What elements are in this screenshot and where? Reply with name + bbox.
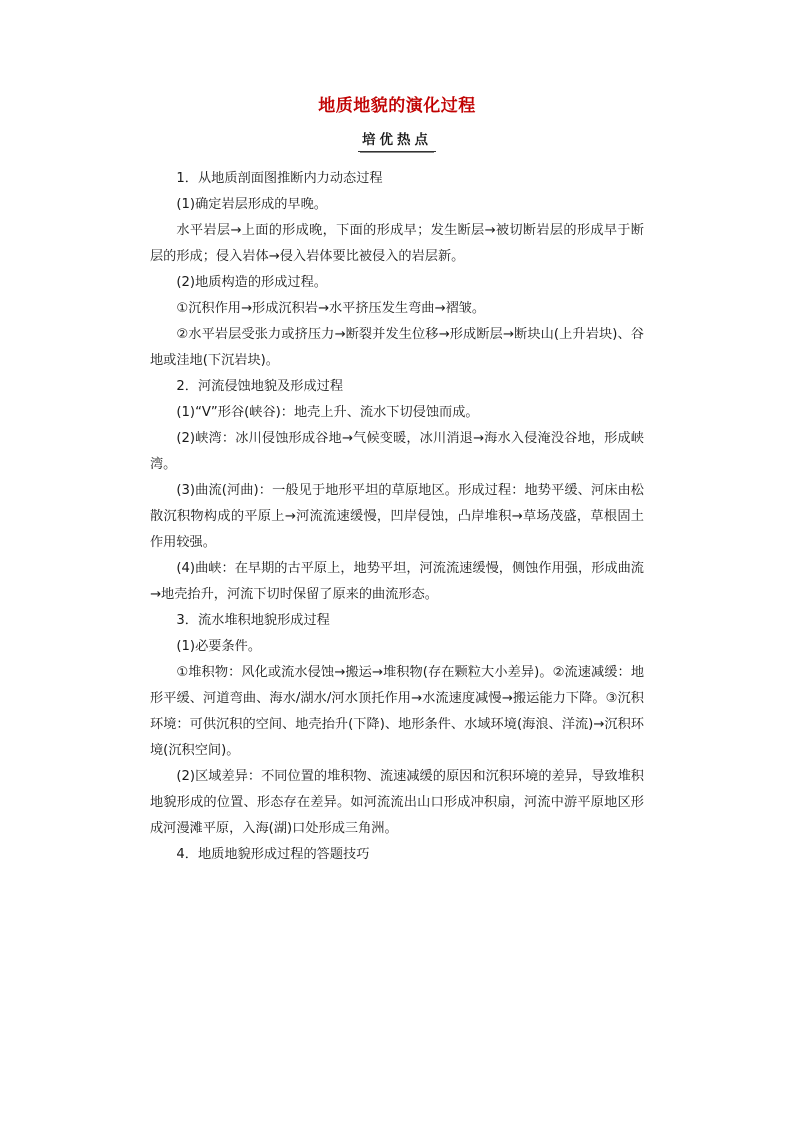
- document-page: [150, 94, 644, 868]
- subheading-3-1: (1)必要条件。: [176, 639, 262, 654]
- paragraph-fjord: (2)峡湾：冰川侵蚀形成谷地→气候变暖，冰川消退→海水入侵淹没谷地，形成峡湾。: [150, 431, 644, 472]
- paragraph-regional-differences: (2)区域差异：不同位置的堆积物、流速减缓的原因和沉积环境的差异，导致堆积地貌形成的位置、形态存在差异。如河流流出山口形成冲积扇，河流中游平原地区形成河漫滩平原，入海(湖)口处形成三角洲。: [150, 769, 644, 836]
- heading-1: 1．从地质剖面图推断内力动态过程: [176, 171, 383, 186]
- paragraph-v-valley: (1)“V”形谷(峡谷)：地壳上升、流水下切侵蚀而成。: [176, 405, 479, 420]
- heading-4: 4．地质地貌形成过程的答题技巧: [176, 847, 370, 862]
- heading-3: 3．流水堆积地貌形成过程: [176, 613, 330, 628]
- paragraph-conditions: ①堆积物：风化或流水侵蚀→搬运→堆积物(存在颗粒大小差异)。②流速减缓：地形平缓、河道弯曲、海水/湖水/河水顶托作用→水流速度减慢→搬运能力下降。③沉积环境：可供沉积的空间、地壳抬升(下降)、地形条件、水域环境(海浪、洋流)→沉积环境(沉积空间)。: [150, 665, 644, 758]
- paragraph-fold: ①沉积作用→形成沉积岩→水平挤压发生弯曲→褶皱。: [176, 301, 486, 316]
- paragraph-rock-layers: 水平岩层→上面的形成晚，下面的形成早；发生断层→被切断岩层的形成早于断层的形成；侵入岩体→侵入岩体要比被侵入的岩层新。: [150, 223, 644, 264]
- paragraph-incised-meander: (4)曲峡：在早期的古平原上，地势平坦，河流流速缓慢，侧蚀作用强，形成曲流→地壳抬升，河流下切时保留了原来的曲流形态。: [150, 561, 644, 602]
- heading-2: 2．河流侵蚀地貌及形成过程: [176, 379, 344, 394]
- subheading-1-1: (1)确定岩层形成的早晚。: [176, 197, 327, 212]
- paragraph-fault: ②水平岩层受张力或挤压力→断裂并发生位移→形成断层→断块山(上升岩块)、谷地或洼地(下沉岩块)。: [150, 327, 644, 368]
- section-heading: 培优热点: [358, 128, 436, 152]
- section-heading-container: [150, 128, 644, 152]
- subheading-1-2: (2)地质构造的形成过程。: [176, 275, 327, 290]
- paragraph-meander: (3)曲流(河曲)：一般见于地形平坦的草原地区。形成过程：地势平缓、河床由松散沉积物构成的平原上→河流流速缓慢，凹岸侵蚀，凸岸堆积→草场茂盛，草根固土作用较强。: [150, 483, 644, 550]
- page-title: 地质地貌的演化过程: [318, 96, 476, 116]
